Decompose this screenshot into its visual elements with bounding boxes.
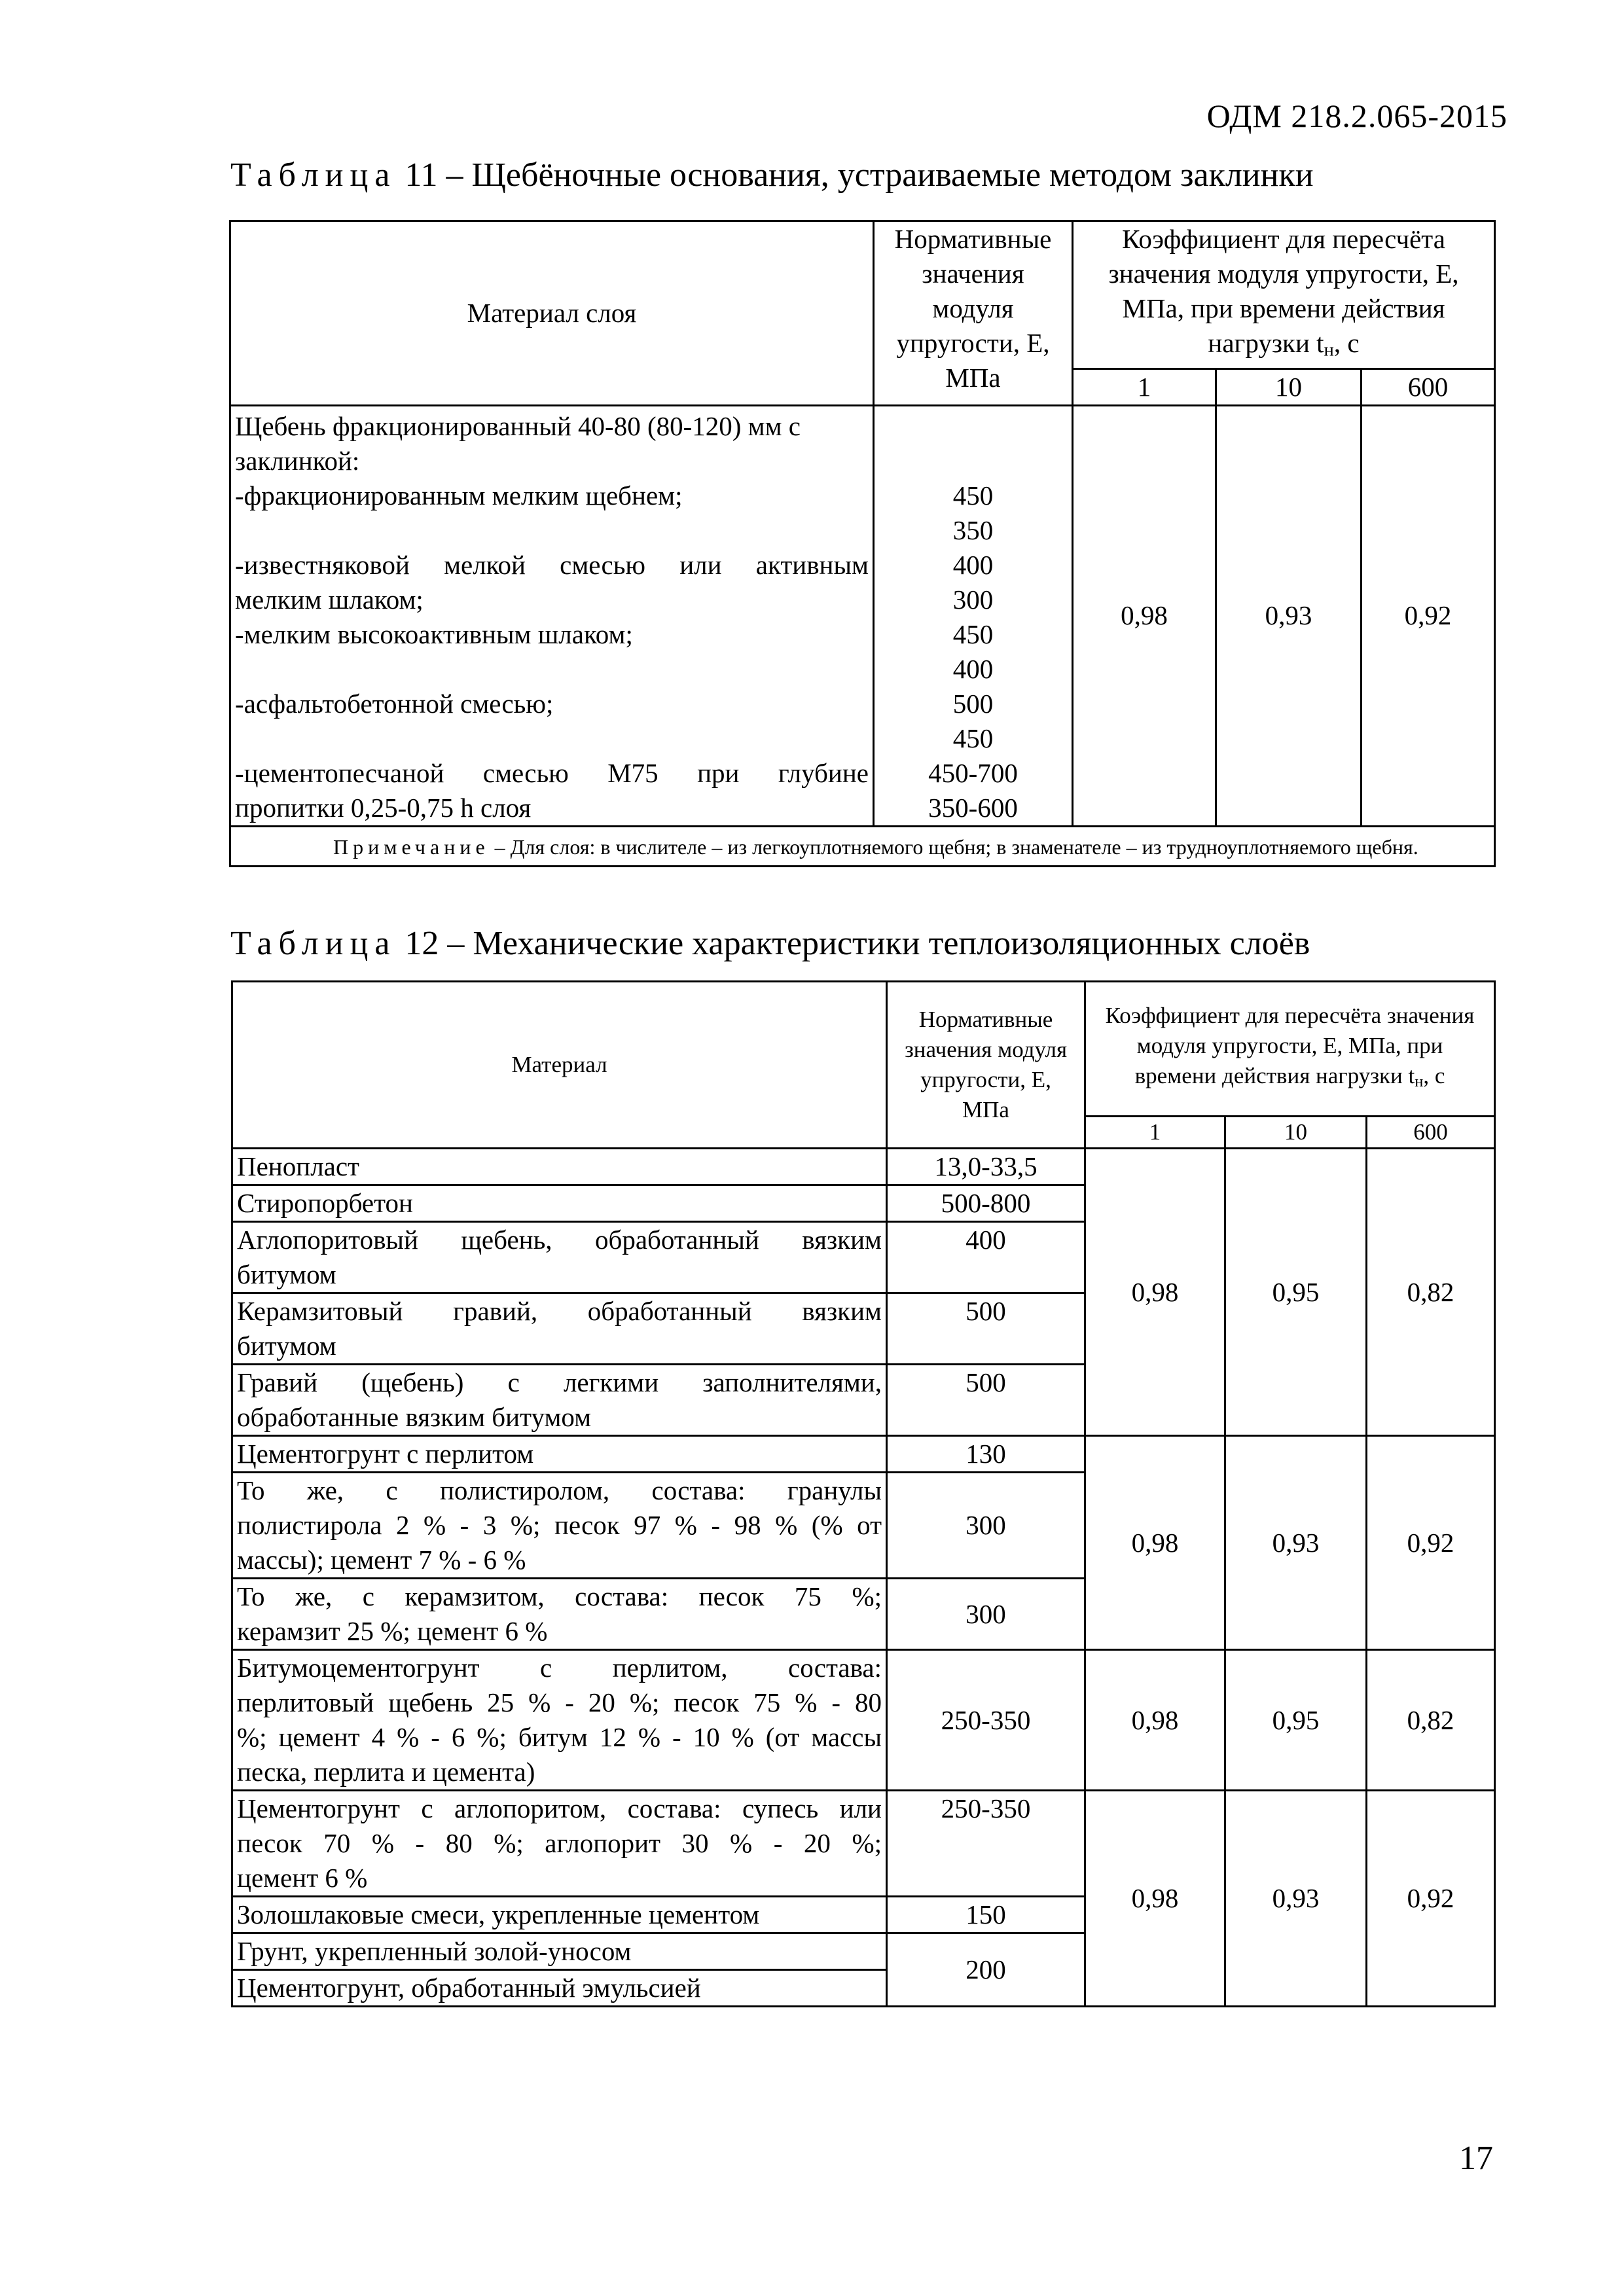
value-line: 350-600: [928, 792, 1018, 823]
value-line: 450: [952, 480, 994, 511]
material-line: -известняковой мелкой смесью или активным: [235, 549, 869, 580]
value-line: 400: [952, 653, 994, 684]
header-line: значения модуля: [904, 1037, 1068, 1062]
value-line: 400: [952, 549, 994, 580]
material-line: Цементогрунт, обработанный эмульсией: [237, 1973, 701, 2003]
material-line: Грунт, укрепленный золой-уносом: [237, 1936, 632, 1966]
header-text: времени действия нагрузки t: [1134, 1063, 1415, 1089]
material-cell: [232, 1970, 887, 2007]
material-line: -цементопесчаной смесью М75 при глубине: [235, 757, 869, 788]
time-1: 1: [1073, 368, 1216, 405]
table-12: [231, 980, 1496, 2007]
material-line: мелким шлаком;: [235, 584, 424, 615]
table-11: [229, 220, 1496, 867]
header-line: значения модуля упругости, E,: [1108, 259, 1459, 289]
material-line: То же, с полистиролом, состава: гранулы: [237, 1475, 882, 1505]
material-line: Цементогрунт с перлитом: [237, 1439, 534, 1469]
header-text: нагрузки t: [1208, 328, 1324, 358]
value-cell: 300: [887, 1579, 1085, 1650]
header-normative: [874, 221, 1073, 406]
time-10: 10: [1216, 368, 1362, 405]
material-line: %; цемент 4 % - 6 %; битум 12 % - 10 % (от массы: [237, 1722, 882, 1752]
material-line: полистирола 2 % - 3 %; песок 97 % - 98 % (% от: [237, 1510, 882, 1540]
material-line: цемент 6 %: [237, 1863, 368, 1893]
material-cell: [232, 1473, 887, 1579]
subscript: н: [1415, 1072, 1424, 1090]
header-material: Материал слоя: [230, 221, 874, 406]
header-material: Материал: [232, 982, 887, 1149]
value-cell: [874, 405, 1073, 826]
material-cell: [232, 1436, 887, 1473]
value-cell: 250-350: [887, 1791, 1085, 1897]
coef-cell: 0,98: [1085, 1791, 1225, 2007]
header-line: МПа, при времени действия: [1122, 293, 1445, 323]
note-text: – Для слоя: в числителе – из легкоуплотняемого щебня; в знаменателе – из трудноуплотняемого щебня.: [489, 834, 1418, 859]
value-cell: 130: [887, 1436, 1085, 1473]
material-cell: [232, 1149, 887, 1185]
time-600: 600: [1367, 1117, 1495, 1149]
material-cell: [232, 1791, 887, 1897]
value-cell: 13,0-33,5: [887, 1149, 1085, 1185]
material-cell: [232, 1897, 887, 1933]
coef-cell: 0,98: [1073, 405, 1216, 826]
caption-text: 11 – Щебёночные основания, устраиваемые методом заклинки: [405, 156, 1314, 194]
value-cell: 200: [887, 1933, 1085, 2007]
material-line: -асфальтобетонной смесью;: [235, 688, 554, 719]
header-coefficient: [1073, 221, 1495, 369]
coef-cell: 0,92: [1362, 405, 1495, 826]
material-line: Стиропорбетон: [237, 1188, 413, 1218]
header-line: упругости, E,: [920, 1067, 1051, 1092]
coef-cell: 0,82: [1367, 1149, 1495, 1436]
page-number: 17: [1459, 2140, 1493, 2177]
header-line: Коэффициент для пересчёта значения: [1105, 1003, 1475, 1029]
header-line: Коэффициент для пересчёта: [1122, 224, 1445, 254]
material-cell: [232, 1579, 887, 1650]
material-line: Пенопласт: [237, 1151, 359, 1181]
material-line: [235, 513, 869, 548]
value-cell: 400: [887, 1222, 1085, 1293]
material-line: Золошлаковые смеси, укрепленные цементом: [237, 1899, 760, 1929]
coef-cell: 0,92: [1367, 1436, 1495, 1650]
time-600: 600: [1362, 368, 1495, 405]
material-line: массы); цемент 7 % - 6 %: [237, 1545, 526, 1575]
value-line: 300: [952, 584, 994, 615]
material-line: керамзит 25 %; цемент 6 %: [237, 1616, 548, 1646]
material-line: заклинкой:: [235, 445, 360, 476]
coef-cell: 0,92: [1367, 1791, 1495, 2007]
header-line: упругости, E,: [896, 328, 1050, 358]
material-cell: [232, 1293, 887, 1365]
coef-cell: 0,82: [1367, 1650, 1495, 1791]
material-cell: [232, 1650, 887, 1791]
caption-label: Таблица: [230, 925, 397, 962]
material-line: Аглопоритовый щебень, обработанный вязким: [237, 1225, 882, 1255]
header-line: Нормативные: [894, 224, 1052, 254]
value-cell: 300: [887, 1473, 1085, 1579]
caption-text: 12 – Механические характеристики теплоизоляционных слоёв: [405, 925, 1310, 962]
value-line: 450: [952, 619, 994, 649]
material-line: песка, перлита и цемента): [237, 1757, 535, 1787]
header-line: Нормативные: [918, 1007, 1053, 1032]
value-line: 350: [952, 514, 994, 545]
value-cell: 500: [887, 1365, 1085, 1436]
caption-label: Таблица: [230, 156, 397, 194]
table-11-caption: [230, 156, 1314, 194]
subscript: н: [1324, 339, 1334, 361]
material-line: Гравий (щебень) с легкими заполнителями,: [237, 1367, 882, 1397]
time-10: 10: [1225, 1117, 1367, 1149]
material-line: Цементогрунт с аглопоритом, состава: супесь или: [237, 1793, 882, 1823]
table-12-caption: [230, 924, 1310, 963]
header-line: [1090, 1061, 1490, 1097]
material-line: песок 70 % - 80 %; аглопорит 30 % - 20 %;: [237, 1828, 882, 1858]
material-cell: [232, 1365, 887, 1436]
header-line: модуля: [932, 293, 1014, 323]
value-line: [878, 444, 1068, 478]
material-line: битумом: [237, 1259, 336, 1289]
document-code: ОДМ 218.2.065-2015: [1206, 98, 1507, 134]
value-line: 500: [952, 688, 994, 719]
header-normative: [887, 982, 1085, 1149]
header-line: МПа: [962, 1097, 1009, 1122]
material-cell: [232, 1222, 887, 1293]
material-line: перлитовый щебень 25 % - 20 %; песок 75 % - 80: [237, 1687, 882, 1717]
value-line: 450: [952, 723, 994, 753]
header-text: , с: [1333, 328, 1360, 358]
table-11-note: [230, 826, 1495, 866]
material-line: -фракционированным мелким щебнем;: [235, 480, 683, 511]
coef-cell: 0,98: [1085, 1650, 1225, 1791]
value-cell: 500-800: [887, 1185, 1085, 1222]
coef-cell: 0,93: [1216, 405, 1362, 826]
material-line: -мелким высокоактивным шлаком;: [235, 619, 633, 649]
material-line: [235, 721, 869, 756]
coef-cell: 0,98: [1085, 1149, 1225, 1436]
value-cell: 150: [887, 1897, 1085, 1933]
header-coefficient: [1085, 982, 1495, 1117]
header-line: модуля упругости, E, МПа, при: [1136, 1033, 1443, 1059]
material-line: пропитки 0,25-0,75 h слоя: [235, 792, 532, 823]
material-cell: [232, 1933, 887, 1970]
header-line: [1077, 326, 1490, 368]
value-cell: 500: [887, 1293, 1085, 1365]
material-line: обработанные вязким битумом: [237, 1402, 592, 1432]
coef-cell: 0,98: [1085, 1436, 1225, 1650]
time-1: 1: [1085, 1117, 1225, 1149]
material-line: Керамзитовый гравий, обработанный вязким: [237, 1296, 882, 1326]
material-line: битумом: [237, 1331, 336, 1361]
material-line: [235, 652, 869, 687]
coef-cell: 0,93: [1225, 1436, 1367, 1650]
note-label: Примечание: [333, 834, 490, 859]
coef-cell: 0,95: [1225, 1149, 1367, 1436]
header-text: , с: [1423, 1063, 1445, 1089]
material-line: То же, с керамзитом, состава: песок 75 %;: [237, 1581, 882, 1611]
value-line: 450-700: [928, 757, 1018, 788]
material-line: Битумоцементогрунт с перлитом, состава:: [237, 1653, 882, 1683]
material-cell: [230, 405, 874, 826]
header-line: значения: [922, 259, 1024, 289]
material-line: Щебень фракционированный 40-80 (80-120) мм с: [235, 410, 801, 441]
value-line: [878, 409, 1068, 444]
coef-cell: 0,95: [1225, 1650, 1367, 1791]
coef-cell: 0,93: [1225, 1791, 1367, 2007]
header-line: МПа: [945, 363, 1001, 393]
material-cell: [232, 1185, 887, 1222]
value-cell: 250-350: [887, 1650, 1085, 1791]
